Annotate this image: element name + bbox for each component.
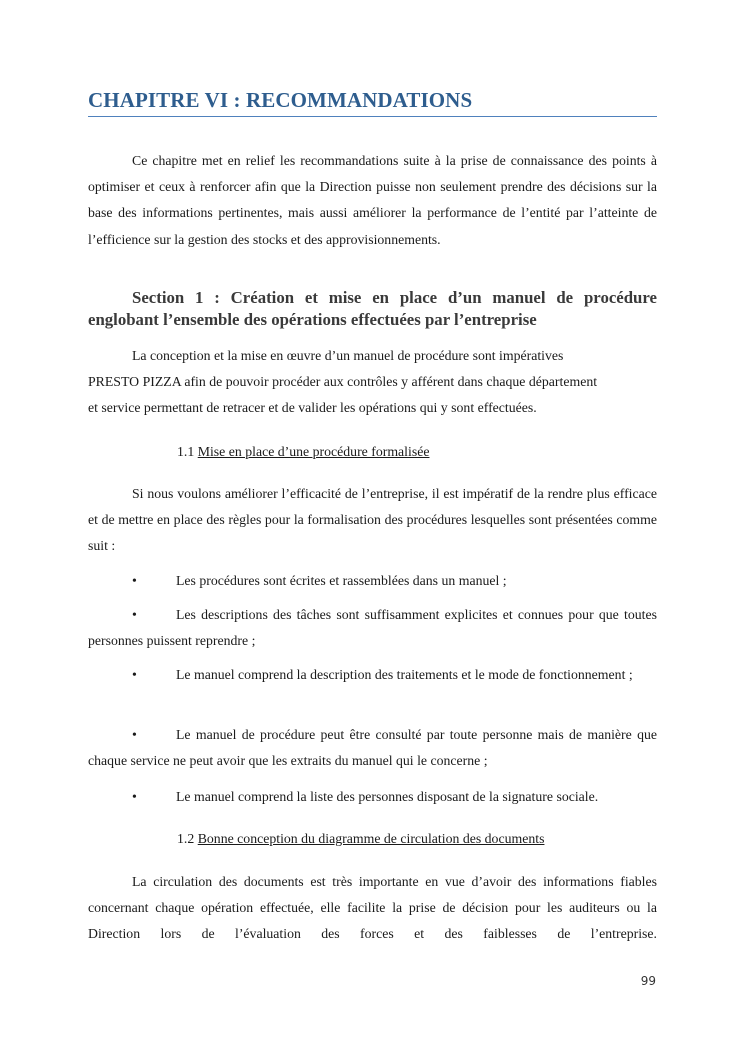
section-1-line-2: PRESTO PIZZA afin de pouvoir procéder aux contrôles y afférent dans chaque département — [88, 374, 598, 390]
subsection-1-title: Mise en place d’une procédure formalisée — [197, 444, 430, 459]
bullet-text: Les procédures sont écrites et rassemblées dans un manuel ; — [176, 573, 507, 588]
subsection-2-title: Bonne conception du diagramme de circulation des documents — [197, 831, 545, 846]
bullet-marker: • — [132, 727, 137, 742]
section-1-title-text: Section 1 : Création et mise en place d’un manuel de procédure englobant l’ensemble des opérations effectuées par l’entreprise — [88, 288, 657, 329]
bullet-item — [88, 662, 657, 688]
intro-paragraph — [88, 148, 657, 253]
bullet-text: Le manuel comprend la description des traitements et le mode de fonctionnement ; — [176, 667, 633, 682]
bullet-text: Les descriptions des tâches sont suffisamment explicites et connues pour que toutes personnes puissent reprendre ; — [88, 607, 657, 649]
subsection-2-heading — [177, 829, 544, 849]
subsection-2-text: La circulation des documents est très importante en vue d’avoir des informations fiables concernant chaque opération effectuée, elle facilite la prise de décision pour les auditeurs ou la Direction lors de l’évaluation des forces et des faiblesses de l’entreprise. — [88, 874, 657, 942]
chapter-title: CHAPITRE VI : RECOMMANDATIONS — [88, 88, 657, 117]
bullet-marker: • — [132, 573, 137, 588]
section-1-title — [88, 287, 657, 331]
section-1-line-1: La conception et la mise en œuvre d’un manuel de procédure sont impératives — [132, 348, 564, 363]
bullet-marker: • — [132, 667, 137, 682]
subsection-2-number: 1.2 — [177, 831, 195, 846]
bullet-item — [88, 722, 657, 774]
subsection-1-paragraph — [88, 481, 657, 560]
bullet-item — [88, 602, 657, 654]
bullet-marker: • — [132, 607, 137, 622]
subsection-2-paragraph — [88, 869, 657, 948]
bullet-text: Le manuel comprend la liste des personnes disposant de la signature sociale. — [176, 789, 599, 804]
section-1-paragraph — [88, 343, 657, 422]
bullet-item — [88, 568, 657, 594]
subsection-1-text: Si nous voulons améliorer l’efficacité de l’entreprise, il est impératif de la rendre plus efficace et de mettre en place des règles pour la formalisation des procédures lesquelles sont présentées comme suit : — [88, 486, 657, 554]
bullet-marker: • — [132, 789, 137, 804]
subsection-1-heading — [177, 442, 429, 462]
subsection-1-number: 1.1 — [177, 444, 195, 459]
page-number: 99 — [640, 974, 656, 988]
bullet-text: Le manuel de procédure peut être consulté par toute personne mais de manière que chaque service ne peut avoir que les extraits du manuel qui le concerne ; — [88, 727, 657, 769]
bullet-item — [88, 784, 657, 810]
section-1-line-3: et service permettant de retracer et de valider les opérations qui y sont effectuées. — [88, 400, 537, 416]
intro-text: Ce chapitre met en relief les recommandations suite à la prise de connaissance des points à optimiser et ceux à renforcer afin que la Direction puisse non seulement prendre des décisions sur la base des informations pertinentes, mais aussi améliorer la performance de l’entité par l’atteinte de l’efficience sur la gestion des stocks et des approvisionnements. — [88, 153, 657, 247]
